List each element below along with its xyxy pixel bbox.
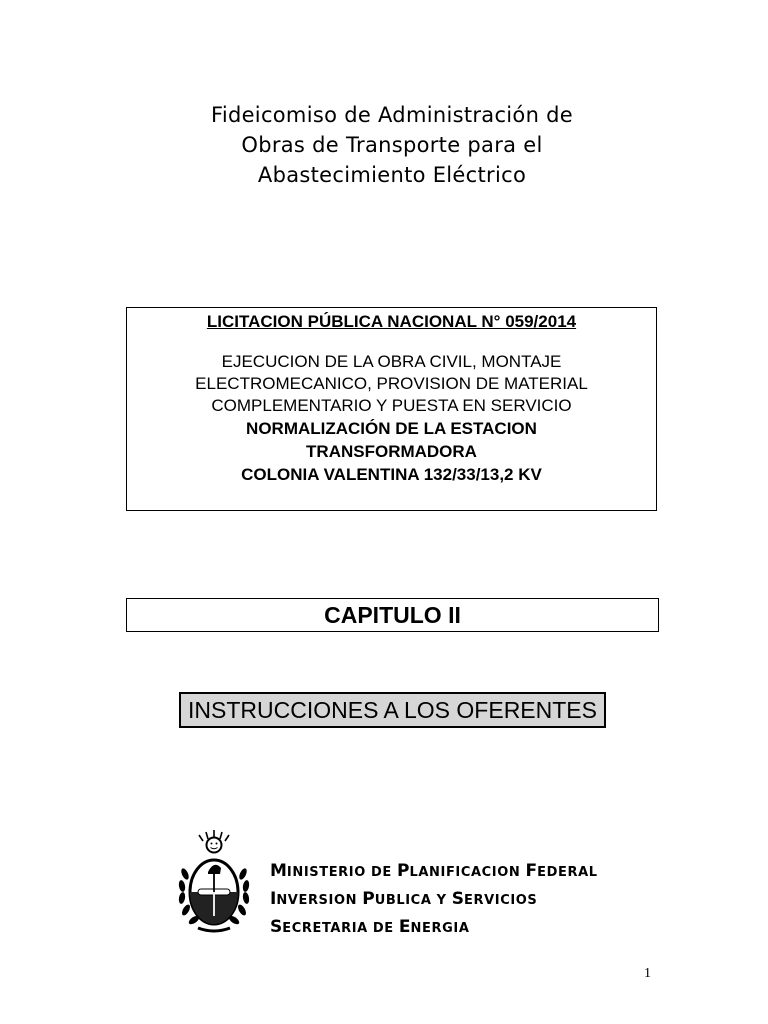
- ministry-text-segment: ECRETARIA DE: [282, 921, 399, 936]
- ministry-text-segment: I: [270, 889, 277, 909]
- tender-description-line: COMPLEMENTARIO Y PUESTA EN SERVICIO: [211, 396, 572, 415]
- ministry-text-segment: E: [398, 917, 411, 937]
- ministry-text-segment: F: [525, 861, 538, 881]
- tender-number: LICITACION PÚBLICA NACIONAL N° 059/2014: [206, 312, 577, 331]
- tender-project-line: COLONIA VALENTINA 132/33/13,2 KV: [241, 465, 542, 484]
- trust-header-line: Obras de Transporte para el: [241, 133, 543, 157]
- tender-description: [127, 351, 656, 417]
- trust-header-line: Abastecimiento Eléctrico: [257, 163, 527, 187]
- ministry-text-segment: EDERAL: [537, 865, 598, 880]
- ministry-text-segment: S: [451, 889, 464, 909]
- ministry-text-segment: P: [397, 861, 410, 881]
- ministry-line: [270, 914, 598, 942]
- tender-project-name: [127, 417, 656, 486]
- ministry-text-segment: M: [270, 861, 287, 881]
- tender-project-line: NORMALIZACIÓN DE LA ESTACION: [246, 419, 537, 438]
- section-title: INSTRUCCIONES A LOS OFERENTES: [179, 692, 606, 728]
- ministry-text-segment: P: [362, 889, 375, 909]
- ministry-line: [270, 886, 598, 914]
- ministry-text-segment: UBLICA Y: [374, 893, 452, 908]
- ministry-text-segment: NVERSION: [276, 893, 363, 908]
- ministry-text-segment: S: [270, 917, 283, 937]
- ministry-text-segment: NERGIA: [410, 921, 470, 936]
- ministry-block: [270, 858, 598, 942]
- chapter-title: CAPITULO II: [126, 598, 659, 632]
- ministry-text-segment: ERVICIOS: [464, 893, 538, 908]
- tender-project-line: TRANSFORMADORA: [306, 442, 477, 461]
- tender-description-line: EJECUCION DE LA OBRA CIVIL, MONTAJE: [221, 352, 562, 371]
- tender-description-line: ELECTROMECANICO, PROVISION DE MATERIAL: [195, 374, 588, 393]
- ministry-line: [270, 858, 598, 886]
- trust-header-line: Fideicomiso de Administración de: [210, 103, 574, 127]
- ministry-text-segment: INISTERIO DE: [286, 865, 398, 880]
- page-number: 1: [644, 966, 651, 981]
- national-coat-of-arms-icon: [176, 828, 252, 936]
- tender-box: [126, 307, 657, 511]
- trust-header: [150, 100, 634, 190]
- ministry-text-segment: LANIFICACION: [409, 865, 526, 880]
